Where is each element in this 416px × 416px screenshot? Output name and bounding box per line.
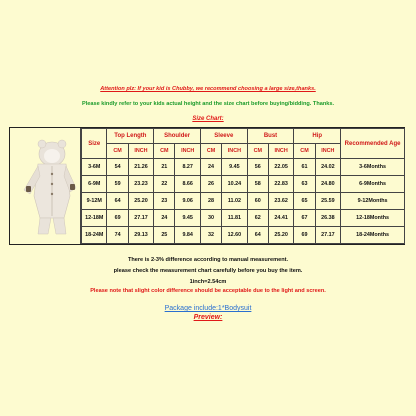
size-cell: 18-24M bbox=[82, 227, 107, 244]
inch-conversion-note: 1inch=2.54cm bbox=[189, 279, 227, 285]
unit-header: INCH bbox=[268, 144, 293, 159]
table-row bbox=[82, 210, 405, 227]
size-cell: 9-12M bbox=[82, 193, 107, 210]
age-cell: 9-12Months bbox=[341, 193, 405, 210]
recommended-age-header: Recommended Age bbox=[341, 129, 405, 159]
value-cell: 28 bbox=[200, 193, 221, 210]
value-cell: 74 bbox=[107, 227, 128, 244]
value-cell: 64 bbox=[247, 227, 268, 244]
table-row bbox=[82, 176, 405, 193]
value-cell: 27.17 bbox=[128, 210, 153, 227]
value-cell: 30 bbox=[200, 210, 221, 227]
value-cell: 58 bbox=[247, 176, 268, 193]
age-cell: 6-9Months bbox=[341, 176, 405, 193]
table-row bbox=[82, 193, 405, 210]
unit-header: INCH bbox=[315, 144, 341, 159]
value-cell: 11.02 bbox=[222, 193, 247, 210]
size-cell: 12-18M bbox=[82, 210, 107, 227]
value-cell: 21.26 bbox=[128, 159, 153, 176]
size-table bbox=[81, 128, 405, 244]
refer-note: Please kindly refer to your kids actual height and the size chart before buying/bidding. Thanks. bbox=[81, 101, 335, 107]
value-cell: 59 bbox=[107, 176, 128, 193]
value-cell: 63 bbox=[294, 176, 315, 193]
unit-header: CM bbox=[294, 144, 315, 159]
group-header-bust: Bust bbox=[247, 129, 294, 144]
group-header-top-length: Top Length bbox=[107, 129, 154, 144]
value-cell: 24.80 bbox=[315, 176, 341, 193]
value-cell: 27.17 bbox=[315, 227, 341, 244]
table-row bbox=[82, 159, 405, 176]
value-cell: 56 bbox=[247, 159, 268, 176]
size-cell: 3-6M bbox=[82, 159, 107, 176]
value-cell: 8.27 bbox=[175, 159, 201, 176]
value-cell: 25 bbox=[154, 227, 175, 244]
preview-label: Preview: bbox=[193, 314, 223, 321]
unit-header: INCH bbox=[128, 144, 153, 159]
value-cell: 24 bbox=[200, 159, 221, 176]
attention-note: Attention plz: If your kid is Chubby, we recommend choosing a large size,thanks. bbox=[100, 86, 316, 92]
value-cell: 8.66 bbox=[175, 176, 201, 193]
value-cell: 24 bbox=[154, 210, 175, 227]
value-cell: 69 bbox=[294, 227, 315, 244]
group-header-sleeve: Sleeve bbox=[200, 129, 247, 144]
value-cell: 22 bbox=[154, 176, 175, 193]
measurement-difference-note: There is 2-3% difference according to manual measurement. bbox=[127, 257, 289, 263]
value-cell: 9.84 bbox=[175, 227, 201, 244]
value-cell: 67 bbox=[294, 210, 315, 227]
value-cell: 24.41 bbox=[268, 210, 293, 227]
value-cell: 22.83 bbox=[268, 176, 293, 193]
value-cell: 60 bbox=[247, 193, 268, 210]
value-cell: 23 bbox=[154, 193, 175, 210]
value-cell: 12.60 bbox=[222, 227, 247, 244]
value-cell: 26 bbox=[200, 176, 221, 193]
group-header-shoulder: Shoulder bbox=[154, 129, 201, 144]
value-cell: 9.06 bbox=[175, 193, 201, 210]
value-cell: 26.38 bbox=[315, 210, 341, 227]
value-cell: 65 bbox=[294, 193, 315, 210]
unit-header: CM bbox=[154, 144, 175, 159]
age-cell: 18-24Months bbox=[341, 227, 405, 244]
product-photo-cell bbox=[10, 128, 81, 244]
table-row bbox=[82, 227, 405, 244]
value-cell: 21 bbox=[154, 159, 175, 176]
size-chart-title: Size Chart: bbox=[192, 116, 224, 122]
unit-header: INCH bbox=[222, 144, 247, 159]
value-cell: 54 bbox=[107, 159, 128, 176]
value-cell: 11.81 bbox=[222, 210, 247, 227]
value-cell: 25.20 bbox=[268, 227, 293, 244]
value-cell: 69 bbox=[107, 210, 128, 227]
check-chart-note: please check the measurement chart carefully before you buy the item. bbox=[113, 268, 303, 274]
value-cell: 25.20 bbox=[128, 193, 153, 210]
value-cell: 23.62 bbox=[268, 193, 293, 210]
size-cell: 6-9M bbox=[82, 176, 107, 193]
value-cell: 9.45 bbox=[175, 210, 201, 227]
value-cell: 24.02 bbox=[315, 159, 341, 176]
size-header: Size bbox=[82, 129, 107, 159]
value-cell: 25.59 bbox=[315, 193, 341, 210]
bodysuit-photo bbox=[16, 138, 78, 238]
group-header-hip: Hip bbox=[294, 129, 341, 144]
value-cell: 29.13 bbox=[128, 227, 153, 244]
unit-header: CM bbox=[107, 144, 128, 159]
value-cell: 10.24 bbox=[222, 176, 247, 193]
size-table-frame bbox=[9, 127, 405, 245]
value-cell: 23.23 bbox=[128, 176, 153, 193]
value-cell: 61 bbox=[294, 159, 315, 176]
unit-header: CM bbox=[247, 144, 268, 159]
value-cell: 9.45 bbox=[222, 159, 247, 176]
age-cell: 3-6Months bbox=[341, 159, 405, 176]
value-cell: 62 bbox=[247, 210, 268, 227]
unit-header: INCH bbox=[175, 144, 201, 159]
age-cell: 12-18Months bbox=[341, 210, 405, 227]
unit-header: CM bbox=[200, 144, 221, 159]
color-difference-note: Please note that slight color difference should be acceptable due to the light and screen. bbox=[90, 288, 326, 294]
package-include: Package include:1*Bodysuit bbox=[164, 305, 252, 312]
value-cell: 22.05 bbox=[268, 159, 293, 176]
value-cell: 32 bbox=[200, 227, 221, 244]
value-cell: 64 bbox=[107, 193, 128, 210]
